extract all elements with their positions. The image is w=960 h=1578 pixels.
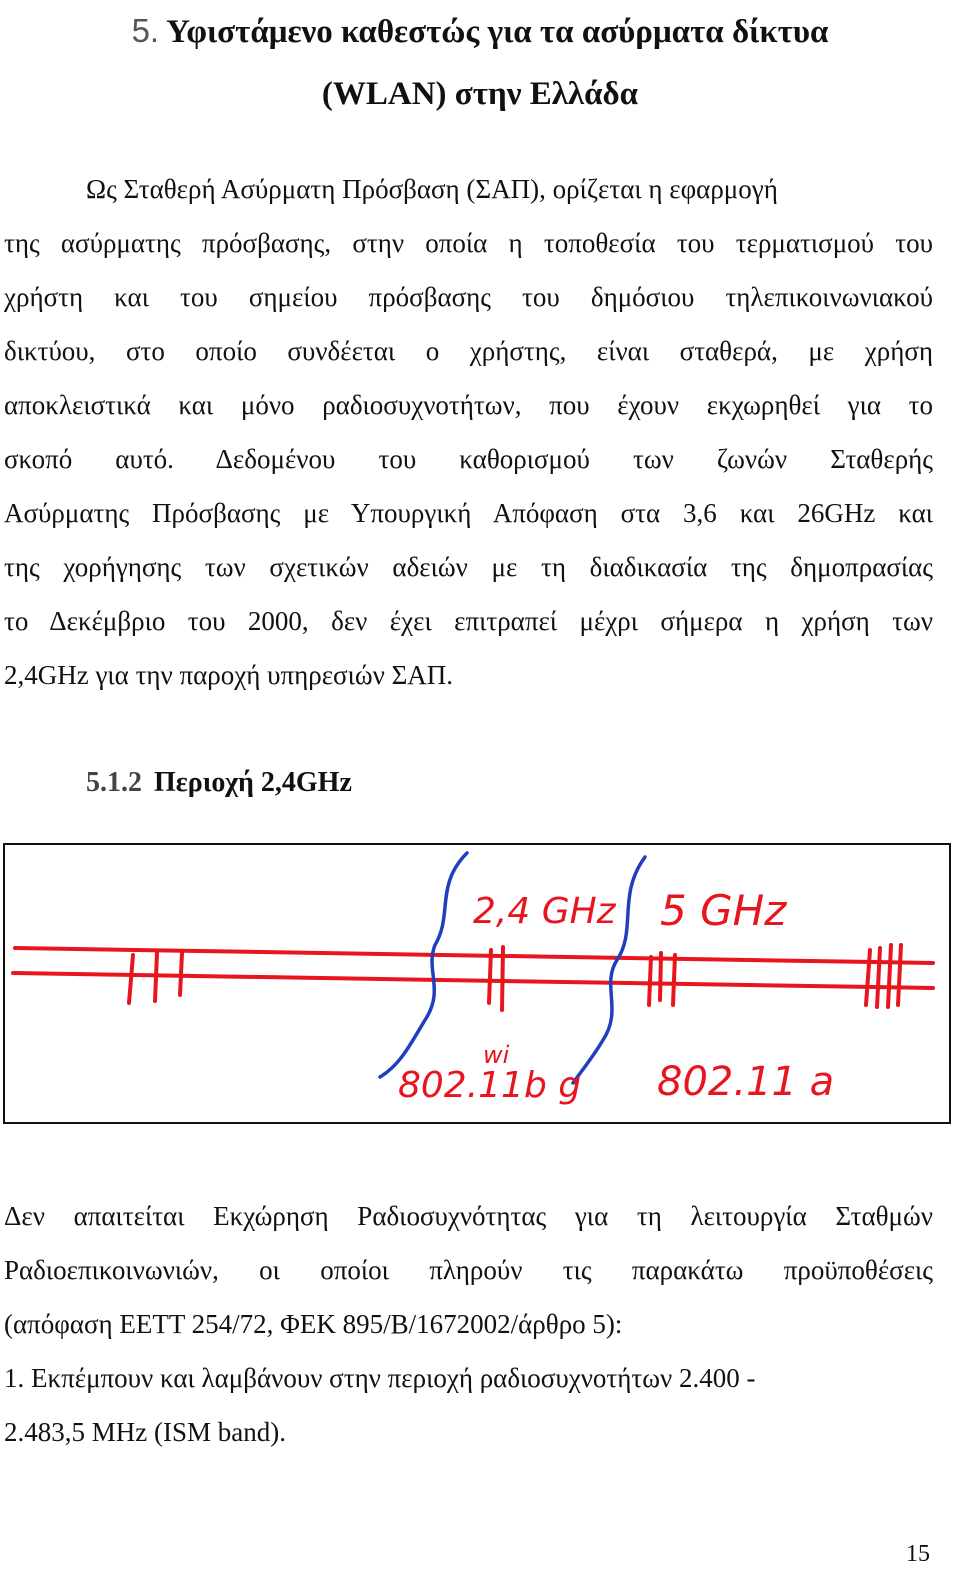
title-line-2: (WLAN) στην Ελλάδα bbox=[321, 76, 639, 112]
paragraph-1-line: της χορήγησης των σχετικών αδειών με τη διαδικασία της δημοπρασίας bbox=[4, 552, 933, 582]
band-break-left bbox=[380, 853, 467, 1077]
section-title bbox=[0, 0, 960, 125]
paragraph-2-line: 2.483,5 MHz (ISM band). bbox=[4, 1417, 286, 1447]
title-line-1 bbox=[0, 0, 960, 63]
std-bg-label: 802.11b g bbox=[398, 1065, 582, 1106]
band-24-label: 2,4 GHz bbox=[473, 891, 616, 932]
spectrum-top-line bbox=[15, 948, 933, 963]
paragraph-1-line: αποκλειστικά και μόνο ραδιοσυχνοτήτων, που έχουν εκχωρηθεί για το bbox=[4, 390, 933, 420]
band-5-label: 5 GHz bbox=[660, 886, 787, 935]
paragraph-1-line: χρήστη και του σημείου πρόσβασης του δημόσιου τηλεπικοινωνιακού bbox=[4, 282, 933, 312]
paragraph-1-line: δικτύου, στο οποίο συνδέεται ο χρήστης, είναι σταθερά, με χρήση bbox=[4, 336, 933, 366]
paragraph-1-line: της ασύρματης πρόσβασης, στην οποία η τοποθεσία του τερματισμού του bbox=[4, 228, 933, 258]
title-number: 5. bbox=[131, 12, 160, 49]
paragraph-1-line: Ασύρματης Πρόσβασης με Υπουργική Απόφαση στα 3,6 και 26GHz και bbox=[4, 498, 933, 528]
sketch-labels bbox=[398, 886, 834, 1106]
paragraph-2-line: (απόφαση ΕΕΤΤ 254/72, ΦΕΚ 895/Β/1672002/άρθρο 5): bbox=[4, 1309, 623, 1339]
spectrum-sketch-figure bbox=[3, 843, 951, 1124]
subsection-title: Περιοχή 2,4GHz bbox=[154, 767, 352, 798]
paragraph-2-line: Δεν απαιτείται Εκχώρηση Ραδιοσυχνότητας για τη λειτουργία Σταθμών bbox=[4, 1201, 933, 1231]
break-marks bbox=[380, 853, 645, 1083]
spectrum-bottom-line bbox=[13, 973, 933, 988]
subsection-heading bbox=[86, 767, 352, 799]
wi-label: wi bbox=[483, 1041, 510, 1069]
paragraph-1-line: το Δεκέμβριο του 2000, δεν έχει επιτραπεί μέχρι σήμερα η χρήση των bbox=[4, 606, 933, 636]
paragraph-2-line: 1. Εκπέμπουν και λαμβάνουν στην περιοχή ραδιοσυχνοτήτων 2.400 - bbox=[4, 1363, 756, 1393]
title-text-1: Υφιστάμενο καθεστώς για τα ασύρματα δίκτυα bbox=[166, 14, 829, 50]
paragraph-1-line: 2,4GHz για την παροχή υπηρεσιών ΣΑΠ. bbox=[4, 660, 454, 690]
paragraph-1-line: Ως Σταθερή Ασύρματη Πρόσβαση (ΣΑΠ), ορίζεται η εφαρμογή bbox=[86, 174, 778, 204]
spectrum-sketch bbox=[5, 845, 949, 1122]
subsection-number: 5.1.2 bbox=[86, 767, 142, 798]
page-number: 15 bbox=[906, 1541, 930, 1567]
std-a-label: 802.11 a bbox=[657, 1059, 835, 1105]
paragraph-1-line: σκοπό αυτό. Δεδομένου του καθορισμού των ζωνών Σταθερής bbox=[4, 444, 933, 474]
spectrum-band-lines bbox=[13, 948, 933, 988]
paragraph-2-line: Ραδιοεπικοινωνιών, οι οποίοι πληρούν τις παρακάτω προϋποθέσεις bbox=[4, 1255, 933, 1285]
